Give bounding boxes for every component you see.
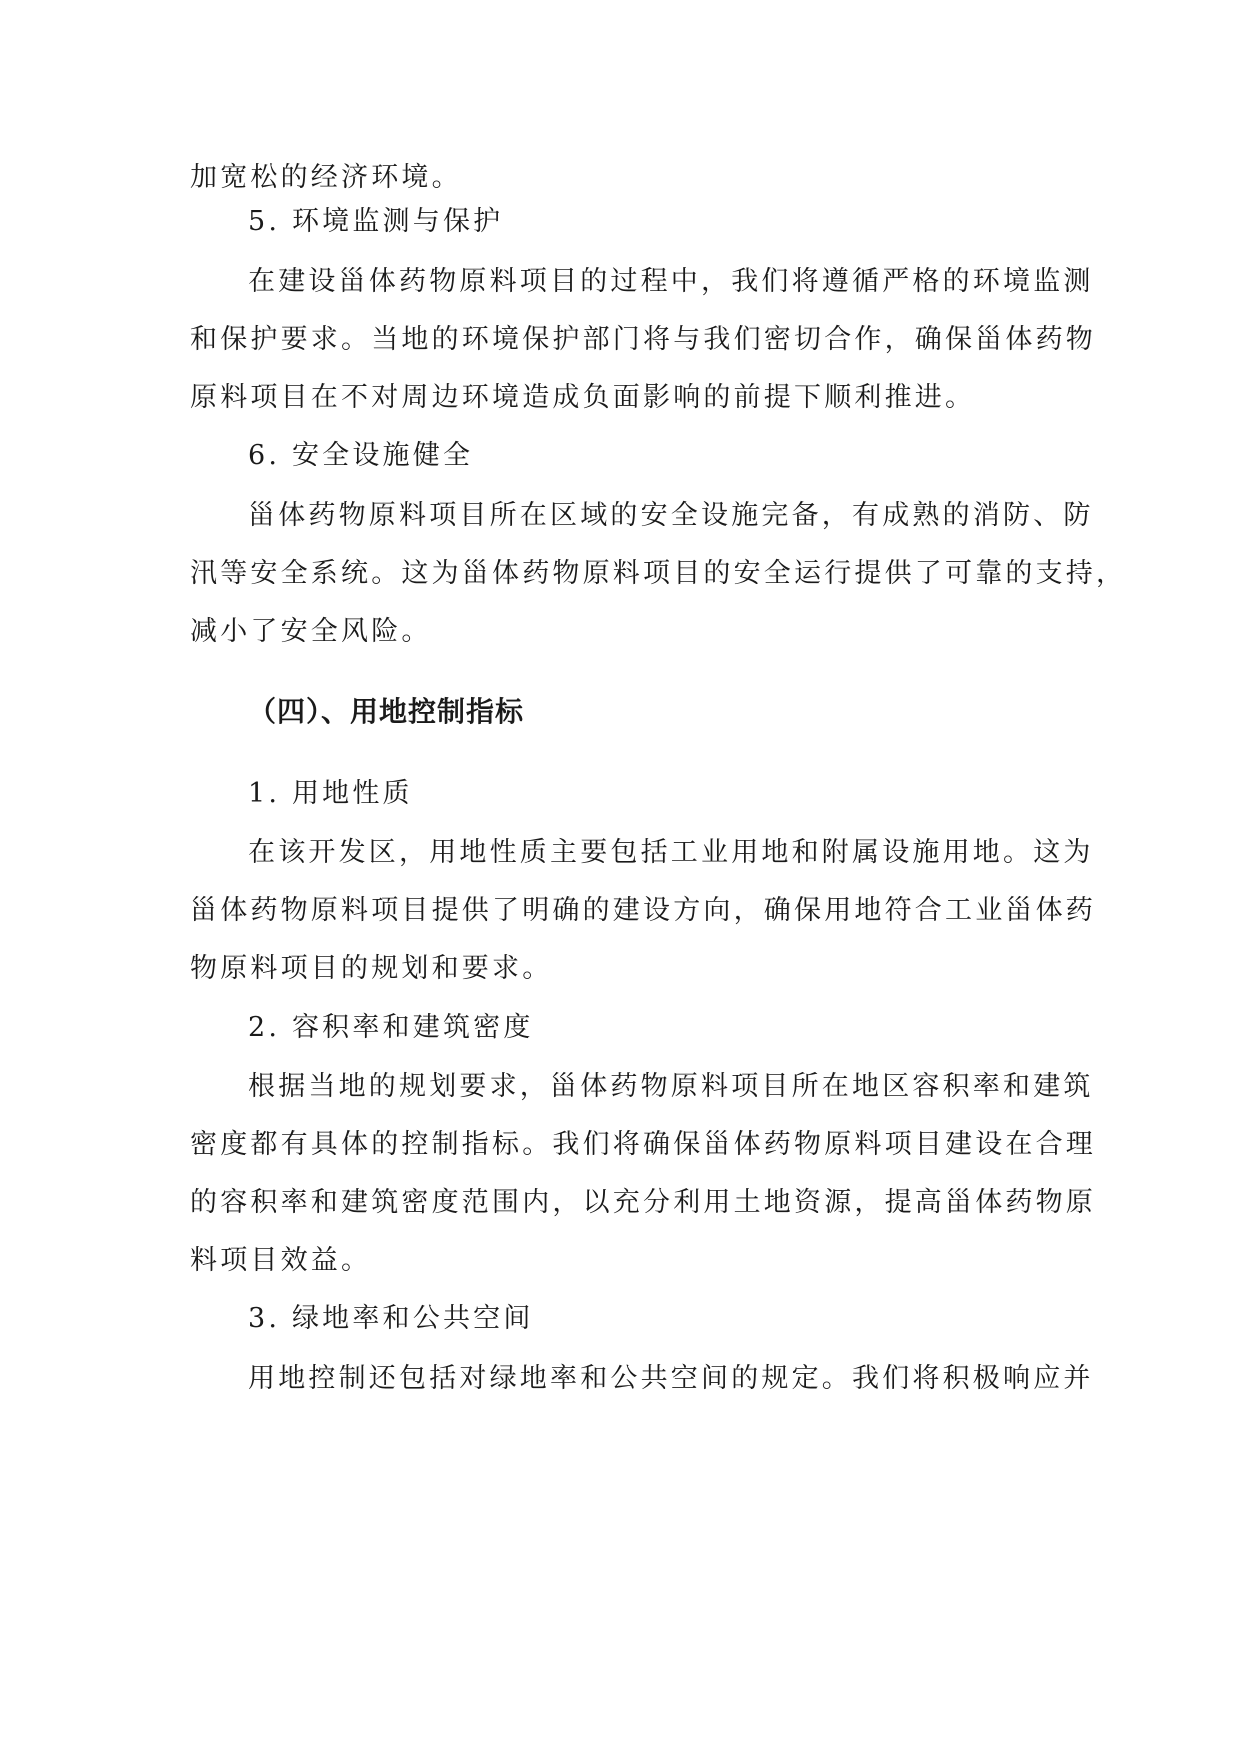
paragraph-line: 甾体药物原料项目提供了明确的建设方向，确保用地符合工业甾体药 — [190, 895, 1096, 926]
paragraph-line: 密度都有具体的控制指标。我们将确保甾体药物原料项目建设在合理 — [190, 1129, 1096, 1160]
paragraph-line: 在建设甾体药物原料项目的过程中，我们将遵循严格的环境监测 — [248, 266, 1094, 297]
paragraph-line: 减小了安全风险。 — [190, 616, 432, 647]
paragraph-line: 根据当地的规划要求，甾体药物原料项目所在地区容积率和建筑 — [248, 1071, 1094, 1102]
paragraph-line: 在该开发区，用地性质主要包括工业用地和附属设施用地。这为 — [248, 837, 1094, 868]
item-5-title: 5. 环境监测与保护 — [248, 206, 504, 237]
sub-2-title: 2. 容积率和建筑密度 — [248, 1012, 534, 1043]
sub-3-title: 3. 绿地率和公共空间 — [248, 1303, 534, 1334]
paragraph-line: 料项目效益。 — [190, 1245, 372, 1276]
paragraph-line: 甾体药物原料项目所在区域的安全设施完备，有成熟的消防、防 — [248, 500, 1094, 531]
paragraph-line: 的容积率和建筑密度范围内，以充分利用土地资源，提高甾体药物原 — [190, 1187, 1096, 1218]
paragraph-line: 加宽松的经济环境。 — [190, 162, 462, 193]
paragraph-line: 和保护要求。当地的环境保护部门将与我们密切合作，确保甾体药物 — [190, 324, 1096, 355]
section-heading: （四）、用地控制指标 — [248, 695, 525, 728]
paragraph-line: 原料项目在不对周边环境造成负面影响的前提下顺利推进。 — [190, 382, 976, 413]
item-6-title: 6. 安全设施健全 — [248, 440, 474, 471]
paragraph-line: 物原料项目的规划和要求。 — [190, 953, 553, 984]
paragraph-line: 用地控制还包括对绿地率和公共空间的规定。我们将积极响应并 — [248, 1363, 1094, 1394]
paragraph-line: 汛等安全系统。这为甾体药物原料项目的安全运行提供了可靠的支持， — [190, 558, 1127, 589]
sub-1-title: 1. 用地性质 — [248, 778, 413, 809]
